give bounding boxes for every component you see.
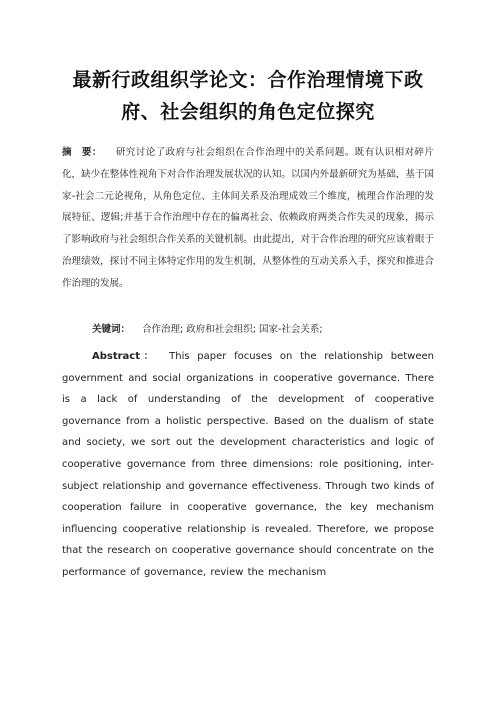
- paper-title: 最新行政组织学论文：合作治理情境下政府、社会组织的角色定位探究: [72, 69, 424, 123]
- chinese-keywords: [62, 320, 434, 340]
- chinese-abstract-text: 研究讨论了政府与社会组织在合作治理中的关系问题。既有认识相对碎片化，缺少在整体性视角下对合作治理发展状况的认知。以国内外最新研究为基础，基于国家-社会二元论视角，从角色定位、主体间关系及治理成效三个维度，梳理合作治理的发展特征、逻辑;并基于合作治理中存在的偏离社会、依赖政府两类合作失灵的现象，揭示了影响政府与社会组织合作关系的关键机制。由此提出，对于合作治理的研究应该着眼于治理绩效，探讨不同主体特定作用的发生机制，从整体性的互动关系入手，探究和推进合作治理的发展。: [62, 147, 434, 289]
- chinese-abstract-label: 摘 要：: [62, 147, 102, 158]
- english-abstract-label: Abstract：: [92, 351, 158, 362]
- english-abstract-text: This paper focuses on the relationship between government and social organizations in cooperative governance. There is a lack of understanding of the development of cooperative governance from a holistic perspective. Based on the dualism of state and society, we sort out the development characteristics and logic of cooperative governance from three dimensions: role positioning, inter-subject relationship and governance effectiveness. Through two kinds of cooperation failure in cooperative governance, the key mechanism influencing cooperative relationship is revealed. Therefore, we propose that the research on cooperative governance should concentrate on the performance of governance, review the mechanism: [62, 351, 434, 578]
- chinese-keywords-text: 合作治理; 政府和社会组织; 国家-社会关系;: [142, 324, 323, 335]
- chinese-abstract: [62, 142, 434, 295]
- chinese-keywords-label: 关键词：: [92, 324, 131, 335]
- english-abstract: [62, 346, 434, 584]
